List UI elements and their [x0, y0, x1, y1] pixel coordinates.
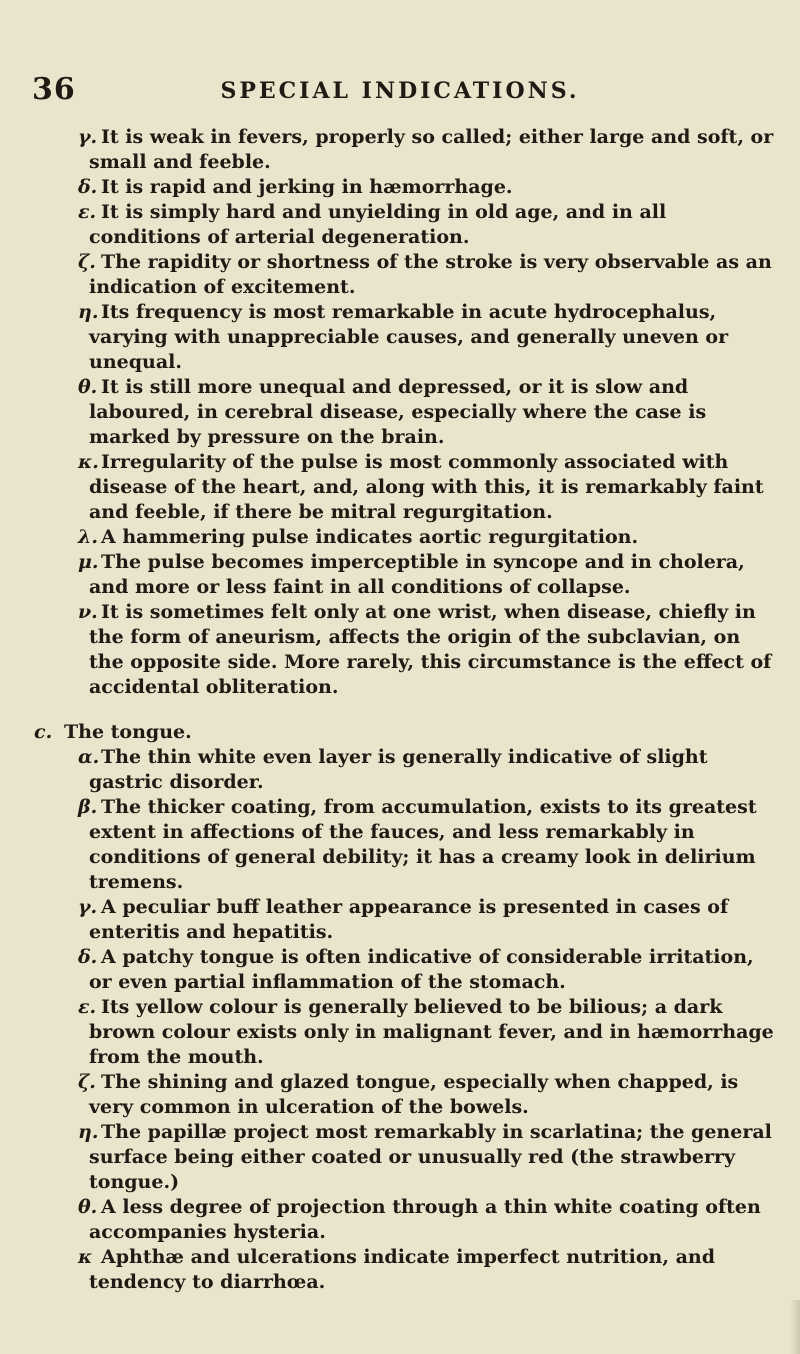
pulse-item	[34, 300, 774, 375]
item-text: It is rapid and jerking in hæmorrhage.	[101, 176, 513, 198]
pulse-item	[34, 175, 774, 200]
item-marker: ν.	[78, 601, 98, 623]
pulse-item	[34, 125, 774, 175]
pulse-item	[34, 525, 774, 550]
item-marker: κ.	[78, 451, 99, 473]
tongue-item	[34, 945, 774, 995]
item-text: The thin white even layer is generally indicative of slight gastric disorder.	[89, 746, 708, 793]
page-body	[34, 125, 774, 1295]
item-marker: μ.	[78, 551, 99, 573]
item-text: A hammering pulse indicates aortic regurgitation.	[101, 526, 639, 548]
item-text: A peculiar buff leather appearance is presented in cases of enteritis and hepatitis.	[89, 896, 729, 943]
item-marker: ε.	[78, 996, 97, 1018]
item-text: It is weak in fevers, properly so called; either large and soft, or small and feeble.	[89, 126, 774, 173]
section-marker: c.	[34, 721, 53, 743]
item-text: The shining and glazed tongue, especially when chapped, is very common in ulceration of the bowels.	[89, 1071, 739, 1118]
item-text: The thicker coating, from accumulation, exists to its greatest extent in affections of the fauces, and less remarkably in conditions of general debility; it has a creamy look in delirium tremens.	[89, 796, 757, 893]
tongue-item	[34, 1070, 774, 1120]
section-title: The tongue.	[64, 721, 192, 743]
tongue-item	[34, 895, 774, 945]
pulse-item	[34, 600, 774, 700]
item-marker: α.	[78, 746, 100, 768]
tongue-item	[34, 795, 774, 895]
item-marker: γ.	[78, 896, 98, 918]
pulse-item	[34, 450, 774, 525]
tongue-item	[34, 1195, 774, 1245]
item-text: Aphthæ and ulcerations indicate imperfect nutrition, and tendency to diarrhœa.	[89, 1246, 715, 1293]
item-marker: β.	[78, 796, 98, 818]
item-marker: η.	[78, 301, 99, 323]
tongue-item	[34, 745, 774, 795]
item-text: It is sometimes felt only at one wrist, when disease, chiefly in the form of aneurism, affects the origin of the subclavian, on the opposite side. More rarely, this circumstance is the effect of accidental obliteration.	[89, 601, 772, 698]
item-marker: ζ.	[78, 1071, 96, 1093]
page-edge-shadow	[790, 1300, 800, 1354]
tongue-section-heading	[34, 720, 774, 745]
pulse-item	[34, 550, 774, 600]
item-text: The rapidity or shortness of the stroke is very observable as an indication of excitement.	[89, 251, 772, 298]
item-text: A less degree of projection through a thin white coating often accompanies hysteria.	[89, 1196, 761, 1243]
item-marker: η.	[78, 1121, 99, 1143]
tongue-item	[34, 995, 774, 1070]
item-marker: ε.	[78, 201, 97, 223]
running-head: SPECIAL INDICATIONS.	[220, 78, 580, 104]
pulse-item	[34, 375, 774, 450]
pulse-item	[34, 250, 774, 300]
item-marker: θ.	[78, 376, 98, 398]
item-marker: ζ.	[78, 251, 96, 273]
tongue-item	[34, 1120, 774, 1195]
item-text: A patchy tongue is often indicative of considerable irritation, or even partial inflammation of the stomach.	[89, 946, 754, 993]
item-marker: λ.	[78, 526, 98, 548]
item-text: The papillæ project most remarkably in scarlatina; the general surface being either coated or unusually red (the strawberry tongue.)	[89, 1121, 772, 1193]
item-marker: γ.	[78, 126, 98, 148]
item-text: The pulse becomes imperceptible in syncope and in cholera, and more or less faint in all conditions of collapse.	[89, 551, 745, 598]
item-marker: δ.	[78, 946, 98, 968]
pulse-item	[34, 200, 774, 250]
item-text: Its frequency is most remarkable in acute hydrocephalus, varying with unappreciable causes, and generally uneven or unequal.	[89, 301, 729, 373]
page-header	[32, 72, 768, 112]
item-text: Its yellow colour is generally believed to be bilious; a dark brown colour exists only in malignant fever, and in hæmorrhage from the mouth.	[89, 996, 774, 1068]
item-text: It is still more unequal and depressed, or it is slow and laboured, in cerebral disease, especially where the case is marked by pressure on the brain.	[89, 376, 707, 448]
page-number: 36	[32, 72, 76, 107]
tongue-item	[34, 1245, 774, 1295]
item-marker: δ.	[78, 176, 98, 198]
item-marker: θ.	[78, 1196, 98, 1218]
item-text: It is simply hard and unyielding in old age, and in all conditions of arterial degeneration.	[89, 201, 667, 248]
item-text: Irregularity of the pulse is most commonly associated with disease of the heart, and, along with this, it is remarkably faint and feeble, if there be mitral regurgitation.	[89, 451, 764, 523]
item-marker: κ	[78, 1246, 93, 1268]
